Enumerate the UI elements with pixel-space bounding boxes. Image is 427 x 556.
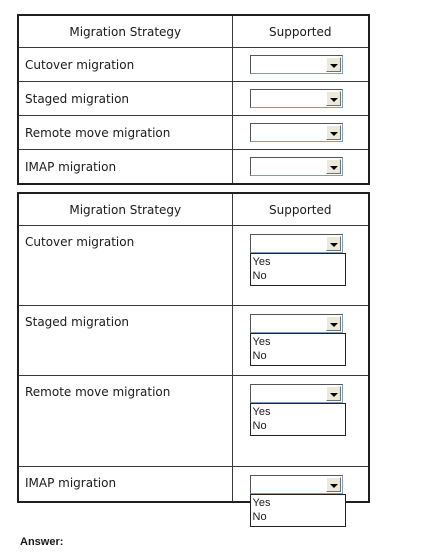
table-row — [18, 82, 369, 116]
strategy-remote-move: Remote move migration — [18, 376, 232, 467]
answer-label: Answer: — [20, 536, 64, 548]
dropdown-options-remote-move — [250, 403, 346, 436]
table-row — [18, 467, 369, 502]
chevron-down-icon[interactable] — [326, 159, 341, 174]
dropdown-options-cutover — [250, 253, 346, 286]
supported-dropdown-cutover[interactable] — [250, 55, 343, 74]
strategy-cutover: Cutover migration — [18, 226, 232, 306]
supported-dropdown-staged[interactable] — [250, 314, 343, 333]
option-no[interactable]: No — [252, 420, 267, 432]
question-table — [17, 14, 370, 185]
supported-dropdown-remote-move[interactable] — [250, 384, 343, 403]
option-yes[interactable]: Yes — [252, 256, 271, 268]
table-row — [18, 306, 369, 376]
supported-dropdown-cutover[interactable] — [250, 234, 343, 253]
chevron-down-icon[interactable] — [326, 477, 341, 492]
supported-cell — [232, 467, 369, 523]
supported-cell — [232, 306, 369, 376]
dropdown-options-staged — [250, 333, 346, 366]
table-row — [18, 150, 369, 185]
header-migration-strategy: Migration Strategy — [18, 193, 232, 226]
chevron-down-icon[interactable] — [326, 236, 341, 251]
option-no[interactable]: No — [252, 270, 267, 282]
chevron-down-icon[interactable] — [326, 125, 341, 140]
supported-cell — [232, 48, 369, 82]
table-row — [18, 376, 369, 467]
supported-dropdown-imap[interactable] — [250, 475, 343, 494]
header-supported: Supported — [232, 193, 369, 226]
supported-cell — [232, 150, 369, 185]
table-row — [18, 116, 369, 150]
chevron-down-icon[interactable] — [326, 386, 341, 401]
header-migration-strategy: Migration Strategy — [18, 15, 232, 48]
supported-dropdown-staged[interactable] — [250, 89, 343, 108]
supported-dropdown-remote-move[interactable] — [250, 123, 343, 142]
supported-cell — [232, 82, 369, 116]
strategy-imap: IMAP migration — [18, 150, 232, 185]
table-header-row — [18, 15, 369, 48]
strategy-cutover: Cutover migration — [18, 48, 232, 82]
supported-cell — [232, 376, 369, 467]
strategy-staged: Staged migration — [18, 82, 232, 116]
dropdown-options-imap — [250, 494, 346, 527]
chevron-down-icon[interactable] — [326, 91, 341, 106]
chevron-down-icon[interactable] — [326, 316, 341, 331]
strategy-staged: Staged migration — [18, 306, 232, 376]
header-supported: Supported — [232, 15, 369, 48]
strategy-remote-move: Remote move migration — [18, 116, 232, 150]
options-table — [17, 192, 370, 523]
table-row — [18, 48, 369, 82]
table-row — [18, 226, 369, 306]
supported-dropdown-imap[interactable] — [250, 157, 343, 176]
option-yes[interactable]: Yes — [252, 336, 271, 348]
strategy-imap: IMAP migration — [18, 467, 232, 502]
supported-cell — [232, 226, 369, 306]
option-yes[interactable]: Yes — [252, 406, 271, 418]
supported-cell — [232, 116, 369, 150]
option-no[interactable]: No — [252, 350, 267, 362]
option-no[interactable]: No — [252, 511, 267, 523]
option-yes[interactable]: Yes — [252, 497, 271, 509]
table-header-row — [18, 193, 369, 226]
chevron-down-icon[interactable] — [326, 57, 341, 72]
